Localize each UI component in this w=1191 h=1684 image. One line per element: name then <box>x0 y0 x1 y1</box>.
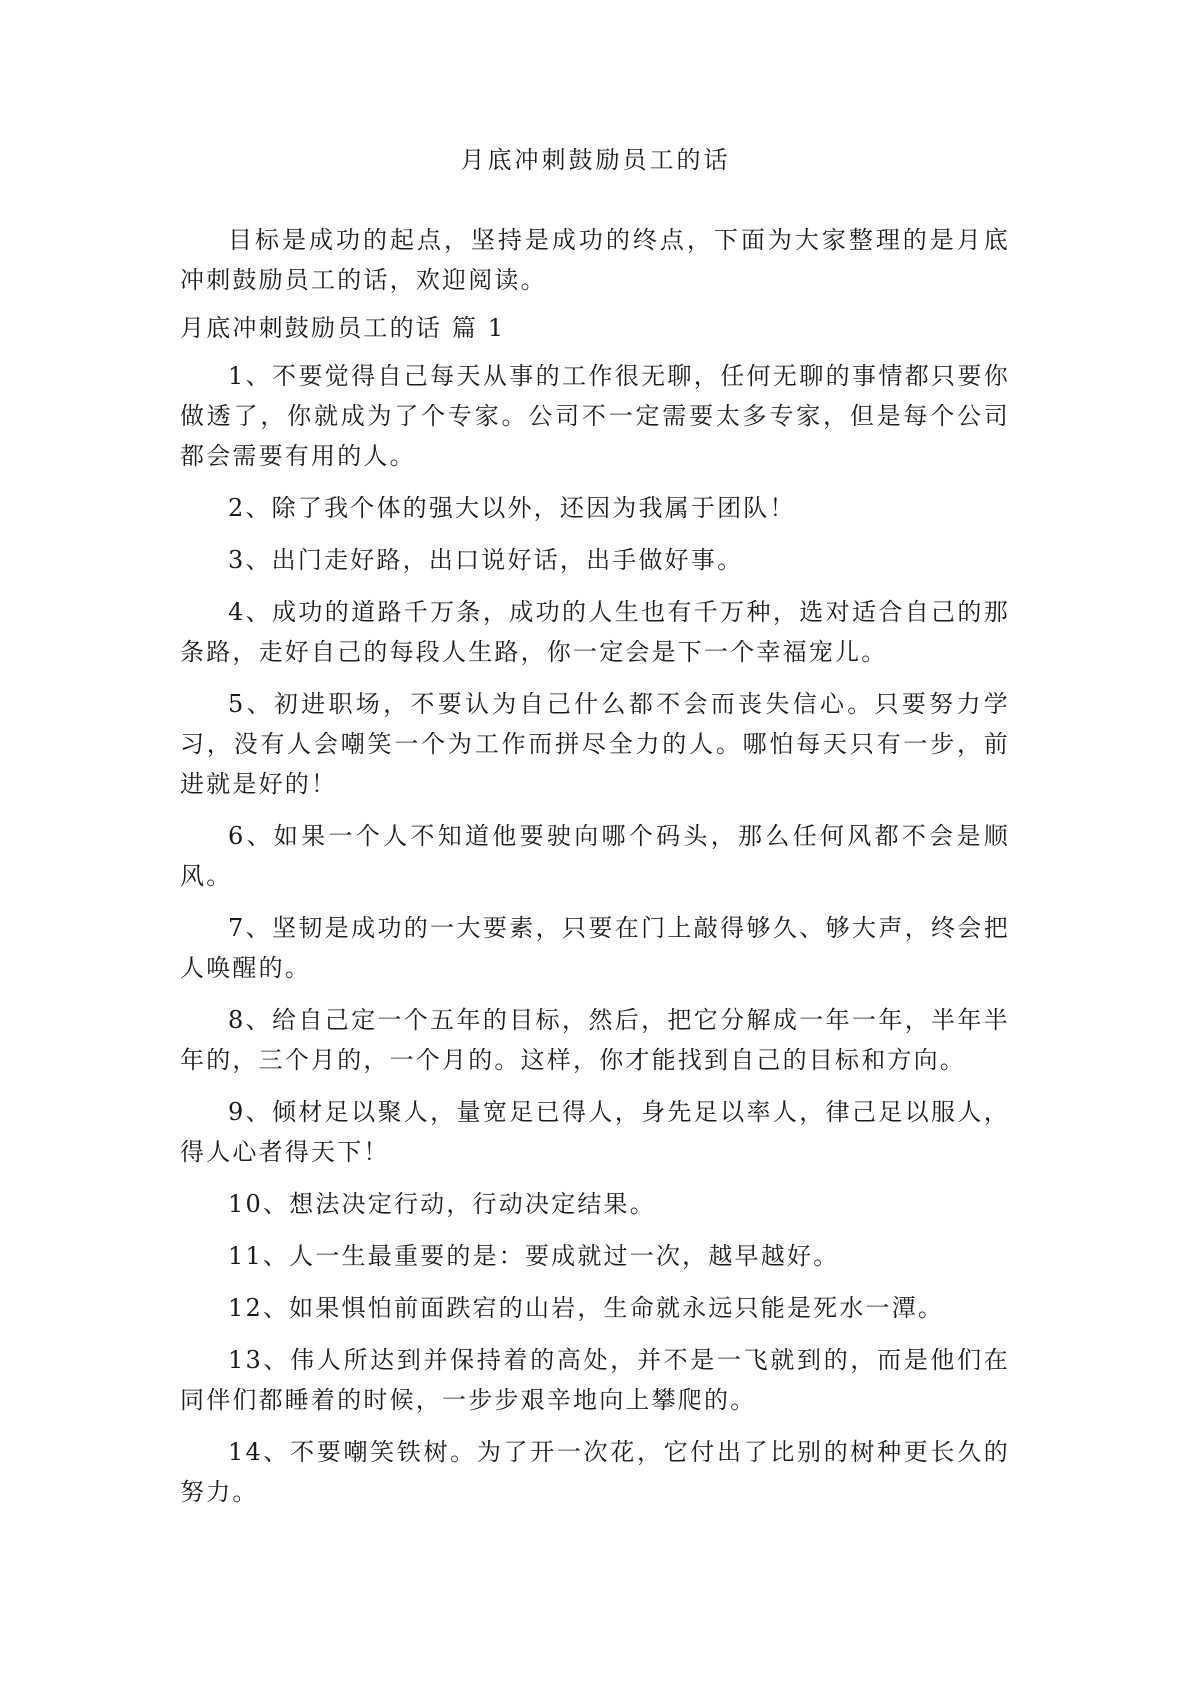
list-item: 7、坚韧是成功的一大要素，只要在门上敲得够久、够大声，终会把人唤醒的。 <box>180 914 1010 982</box>
list-item: 9、倾材足以聚人，量宽足已得人，身先足以率人，律己足以服人，得人心者得天下！ <box>180 1098 1010 1166</box>
list-item: 3、出门走好路，出口说好话，出手做好事。 <box>228 546 744 574</box>
list-item: 14、不要嘲笑铁树。为了开一次花，它付出了比别的树种更长久的努力。 <box>180 1438 1010 1506</box>
list-item: 11、人一生最重要的是：要成就过一次，越早越好。 <box>228 1242 840 1270</box>
list-item: 4、成功的道路千万条，成功的人生也有千万种，选对适合自己的那条路，走好自己的每段人生路，你一定会是下一个幸福宠儿。 <box>180 598 1010 666</box>
document-title: 月底冲刺鼓励员工的话 <box>460 146 731 174</box>
list-item: 8、给自己定一个五年的目标，然后，把它分解成一年一年，半年半年的，三个月的，一个月的。这样，你才能找到自己的目标和方向。 <box>180 1006 1010 1074</box>
list-item: 10、想法决定行动，行动决定结果。 <box>228 1190 656 1218</box>
list-item: 12、如果惧怕前面跌宕的山岩，生命就永远只能是死水一潭。 <box>228 1294 945 1322</box>
document-body <box>180 220 1010 1524</box>
intro-paragraph: 目标是成功的起点，坚持是成功的终点，下面为大家整理的是月底冲刺鼓励员工的话，欢迎阅读。 <box>180 226 1010 294</box>
list-item: 1、不要觉得自己每天从事的工作很无聊，任何无聊的事情都只要你做透了，你就成为了个专家。公司不一定需要太多专家，但是每个公司都会需要有用的人。 <box>180 362 1010 470</box>
section-heading: 月底冲刺鼓励员工的话 篇 1 <box>180 314 506 342</box>
list-item: 5、初进职场，不要认为自己什么都不会而丧失信心。只要努力学习，没有人会嘲笑一个为工作而拼尽全力的人。哪怕每天只有一步，前进就是好的！ <box>180 690 1010 798</box>
list-item: 13、伟人所达到并保持着的高处，并不是一飞就到的，而是他们在同伴们都睡着的时候，一步步艰辛地向上攀爬的。 <box>180 1346 1010 1414</box>
list-item: 6、如果一个人不知道他要驶向哪个码头，那么任何风都不会是顺风。 <box>180 822 1010 890</box>
list-item: 2、除了我个体的强大以外，还因为我属于团队！ <box>228 494 796 522</box>
